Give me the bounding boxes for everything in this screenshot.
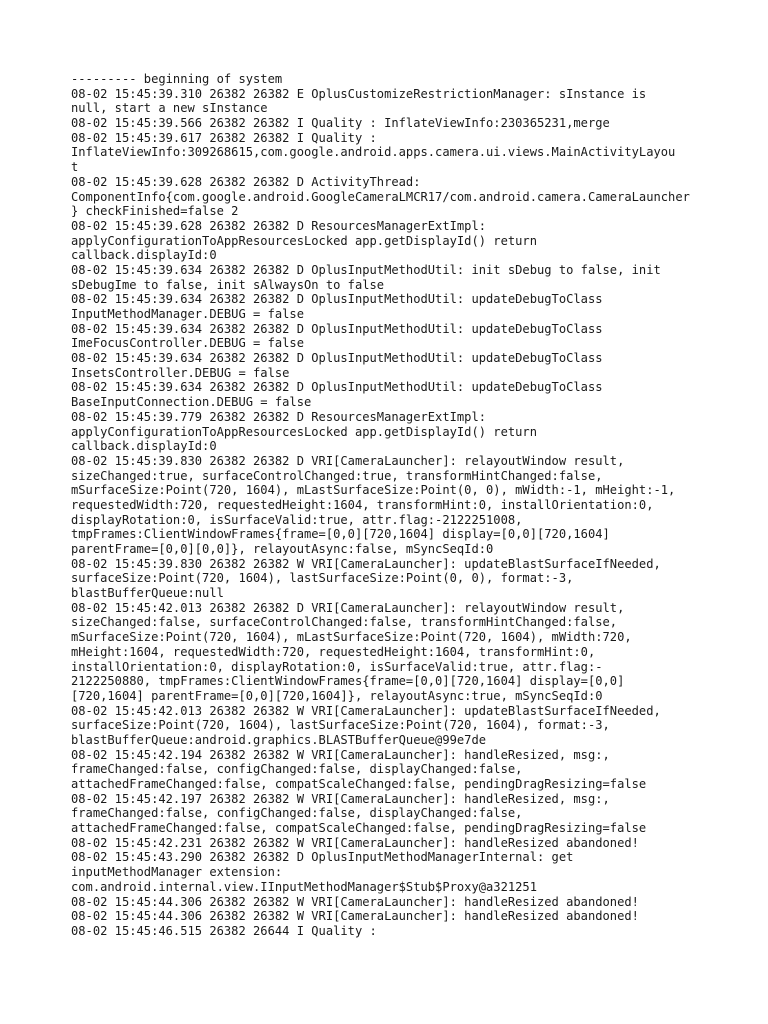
log-line: parentFrame=[0,0][0,0]}, relayoutAsync:false, mSyncSeqId:0 (71, 542, 494, 556)
log-line: 08-02 15:45:39.634 26382 26382 D OplusInputMethodUtil: updateDebugToClass (71, 351, 603, 366)
log-line: com.android.internal.view.IInputMethodManager$Stub$Proxy@a321251 (71, 879, 537, 894)
log-line: 08-02 15:45:39.634 26382 26382 D OplusInputMethodUtil: updateDebugToClass (71, 380, 603, 395)
log-line: InputMethodManager.DEBUG = false (71, 307, 304, 321)
log-line: --------- beginning of system (71, 72, 283, 86)
log-line: 08-02 15:45:42.013 26382 26382 W VRI[CameraLauncher]: updateBlastSurfaceIfNeeded, (71, 703, 661, 718)
log-line: 08-02 15:45:42.013 26382 26382 D VRI[CameraLauncher]: relayoutWindow result, (71, 600, 625, 615)
log-line: surfaceSize:Point(720, 1604), lastSurfaceSize:Point(0, 0), format:-3, (71, 571, 574, 586)
log-line: 08-02 15:45:39.634 26382 26382 D OplusInputMethodUtil: updateDebugToClass (71, 292, 603, 307)
log-line: mSurfaceSize:Point(720, 1604), mLastSurfaceSize:Point(720, 1604), mWidth:720, (71, 630, 632, 645)
log-line: ComponentInfo{com.google.android.GoogleCameraLMCR17/com.android.camera.CameraLauncher (71, 189, 690, 204)
log-line: mHeight:1604, requestedWidth:720, requestedHeight:1604, transformHint:0, (71, 644, 596, 659)
log-line: attachedFrameChanged:false, compatScaleChanged:false, pendingDragResizing=false (71, 821, 647, 836)
log-line: 08-02 15:45:44.306 26382 26382 W VRI[CameraLauncher]: handleResized abandoned! (71, 894, 639, 909)
log-line: 08-02 15:45:39.566 26382 26382 I Quality : InflateViewInfo:230365231,merge (71, 116, 610, 131)
log-line: 08-02 15:45:42.231 26382 26382 W VRI[CameraLauncher]: handleResized abandoned! (71, 835, 639, 850)
log-line: requestedWidth:720, requestedHeight:1604, transformHint:0, installOrientation:0, (71, 497, 654, 512)
log-line: 08-02 15:45:42.194 26382 26382 W VRI[CameraLauncher]: handleResized, msg:, (71, 747, 610, 762)
log-line: frameChanged:false, configChanged:false, displayChanged:false, (71, 762, 523, 777)
log-line: callback.displayId:0 (71, 439, 217, 454)
log-line: 08-02 15:45:39.310 26382 26382 E OplusCustomizeRestrictionManager: sInstance is (71, 86, 647, 101)
log-line: applyConfigurationToAppResourcesLocked app.getDisplayId() return (71, 233, 537, 248)
log-line: mSurfaceSize:Point(720, 1604), mLastSurfaceSize:Point(0, 0), mWidth:-1, mHeight:-1, (71, 483, 676, 498)
log-line: 08-02 15:45:39.830 26382 26382 D VRI[CameraLauncher]: relayoutWindow result, (71, 453, 625, 468)
log-line: applyConfigurationToAppResourcesLocked app.getDisplayId() return (71, 424, 537, 439)
log-line: ImeFocusController.DEBUG = false (71, 336, 304, 351)
log-line: blastBufferQueue:null (71, 586, 224, 601)
log-line: 08-02 15:45:39.634 26382 26382 D OplusInputMethodUtil: init sDebug to false, init (71, 262, 661, 277)
log-line: 08-02 15:45:39.628 26382 26382 D ResourcesManagerExtImpl: (71, 218, 487, 233)
log-line: sizeChanged:false, surfaceControlChanged:false, transformHintChanged:false, (71, 615, 618, 630)
log-line: 08-02 15:45:39.628 26382 26382 D ActivityThread: (71, 174, 421, 189)
log-line: BaseInputConnection.DEBUG = false (71, 395, 312, 410)
log-line: null, start a new sInstance (71, 101, 268, 116)
log-line: 08-02 15:45:43.290 26382 26382 D OplusInputMethodManagerInternal: get (71, 850, 574, 865)
log-line: 08-02 15:45:39.779 26382 26382 D ResourcesManagerExtImpl: (71, 409, 487, 424)
log-line: surfaceSize:Point(720, 1604), lastSurfaceSize:Point(720, 1604), format:-3, (71, 718, 610, 733)
log-line: 08-02 15:45:44.306 26382 26382 W VRI[CameraLauncher]: handleResized abandoned! (71, 909, 639, 924)
log-line: installOrientation:0, displayRotation:0, isSurfaceValid:true, attr.flag:- (71, 659, 603, 674)
log-line: 08-02 15:45:39.634 26382 26382 D OplusInputMethodUtil: updateDebugToClass (71, 321, 603, 336)
log-line: callback.displayId:0 (71, 248, 217, 263)
log-line: 08-02 15:45:39.830 26382 26382 W VRI[CameraLauncher]: updateBlastSurfaceIfNeeded, (71, 556, 661, 571)
log-line: sizeChanged:true, surfaceControlChanged:true, transformHintChanged:false, (71, 468, 603, 483)
log-line: t (71, 160, 79, 175)
log-line: 08-02 15:45:39.617 26382 26382 I Quality : (71, 130, 377, 145)
log-line: 08-02 15:45:42.197 26382 26382 W VRI[CameraLauncher]: handleResized, msg:, (71, 791, 610, 806)
log-line: tmpFrames:ClientWindowFrames{frame=[0,0][720,1604] display=[0,0][720,1604] (71, 527, 610, 542)
log-line: sDebugIme to false, init sAlwaysOn to false (71, 277, 385, 292)
log-line: [720,1604] parentFrame=[0,0][720,1604]}, relayoutAsync:true, mSyncSeqId:0 (71, 688, 603, 703)
log-line: blastBufferQueue:android.graphics.BLASTBufferQueue@99e7de (71, 732, 487, 747)
log-line: 08-02 15:45:46.515 26382 26644 I Quality : (71, 923, 377, 938)
log-line: inputMethodManager extension: (71, 865, 283, 880)
log-line: attachedFrameChanged:false, compatScaleChanged:false, pendingDragResizing=false (71, 777, 647, 791)
log-line: displayRotation:0, isSurfaceValid:true, attr.flag:-2122251008, (71, 512, 523, 527)
log-line: frameChanged:false, configChanged:false, displayChanged:false, (71, 806, 523, 821)
log-line: InflateViewInfo:309268615,com.google.android.apps.camera.ui.views.MainActivityLayou (71, 145, 676, 160)
log-line: } checkFinished=false 2 (71, 204, 239, 219)
log-line: InsetsController.DEBUG = false (71, 365, 290, 380)
log-text-block (71, 72, 711, 939)
log-line: 2122250880, tmpFrames:ClientWindowFrames{frame=[0,0][720,1604] display=[0,0] (71, 674, 625, 689)
